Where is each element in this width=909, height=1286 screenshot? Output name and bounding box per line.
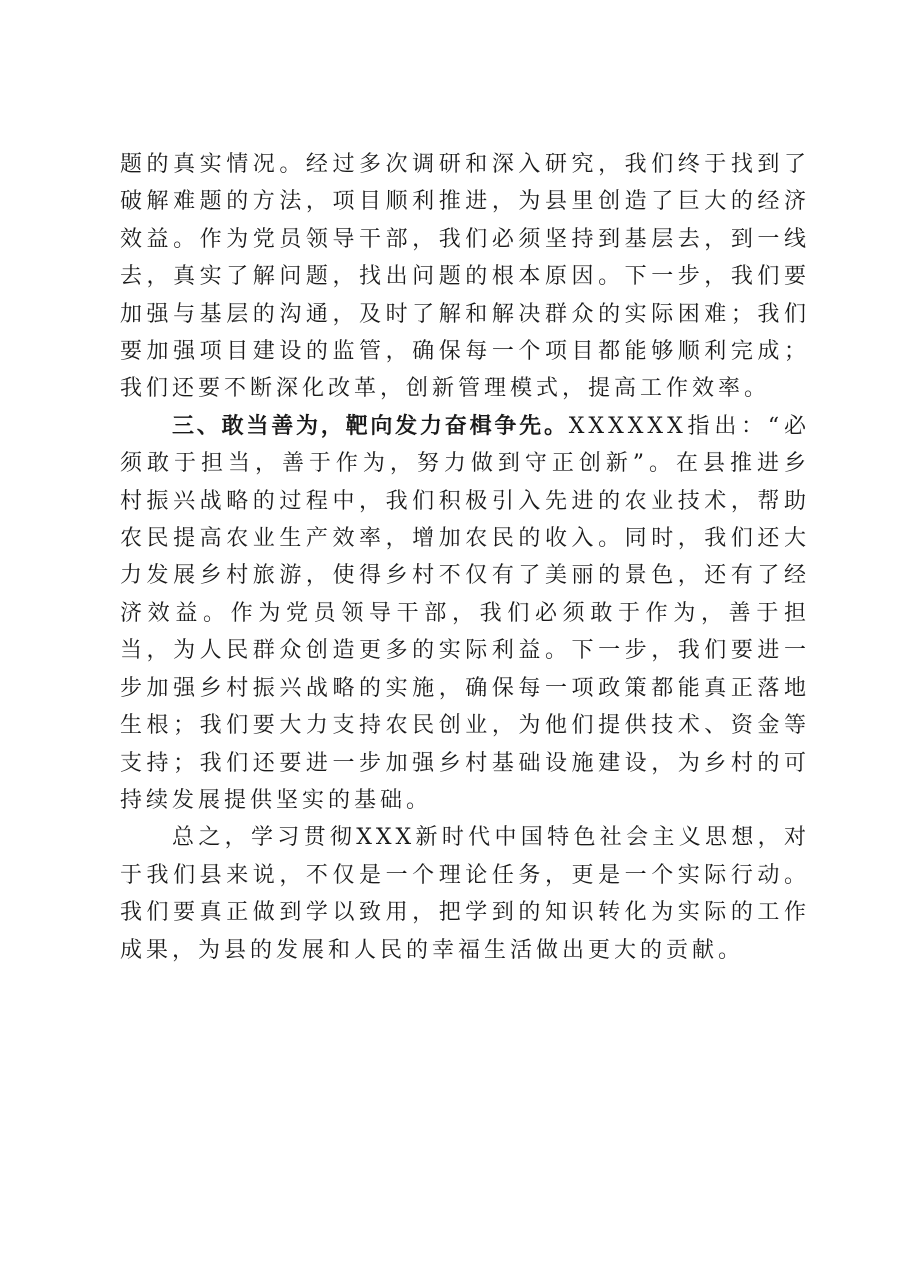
paragraph-text: 题的真实情况。经过多次调研和深入研究，我们终于找到了破解难题的方法，项目顺利推进，为县里创造了巨大的经济效益。作为党员领导干部，我们必须坚持到基层去，到一线去，真实了解问题，找出问题的根本原因。下一步，我们要加强与基层的沟通，及时了解和解决群众的实际困难；我们要加强项目建设的监管，确保每一个项目都能够顺利完成；我们还要不断深化改革，创新管理模式，提高工作效率。 [120,152,810,402]
paragraph-continuation [120,146,810,408]
paragraph-text: XXXXXX指出：“必须敢于担当，善于作为，努力做到守正创新”。在县推进乡村振兴战略的过程中，我们积极引入先进的农业技术，帮助农民提高农业生产效率，增加农民的收入。同时，我们还大力发展乡村旅游，使得乡村不仅有了美丽的景色，还有了经济效益。作为党员领导干部，我们必须敢于作为，善于担当，为人民群众创造更多的实际利益。下一步，我们要进一步加强乡村振兴战略的实施，确保每一项政策都能真正落地生根；我们要大力支持农民创业，为他们提供技术、资金等支持；我们还要进一步加强乡村基础设施建设，为乡村的可持续发展提供坚实的基础。 [120,413,810,813]
document-body [120,146,810,969]
section-heading: 三、敢当善为，靶向发力奋楫争先。 [172,412,569,439]
paragraph-section-three [120,408,810,819]
paragraph-text: 总之，学习贯彻XXX新时代中国特色社会主义思想，对于我们县来说，不仅是一个理论任务，更是一个实际行动。我们要真正做到学以致用，把学到的知识转化为实际的工作成果，为县的发展和人民的幸福生活做出更大的贡献。 [120,825,810,963]
paragraph-conclusion [120,819,810,969]
